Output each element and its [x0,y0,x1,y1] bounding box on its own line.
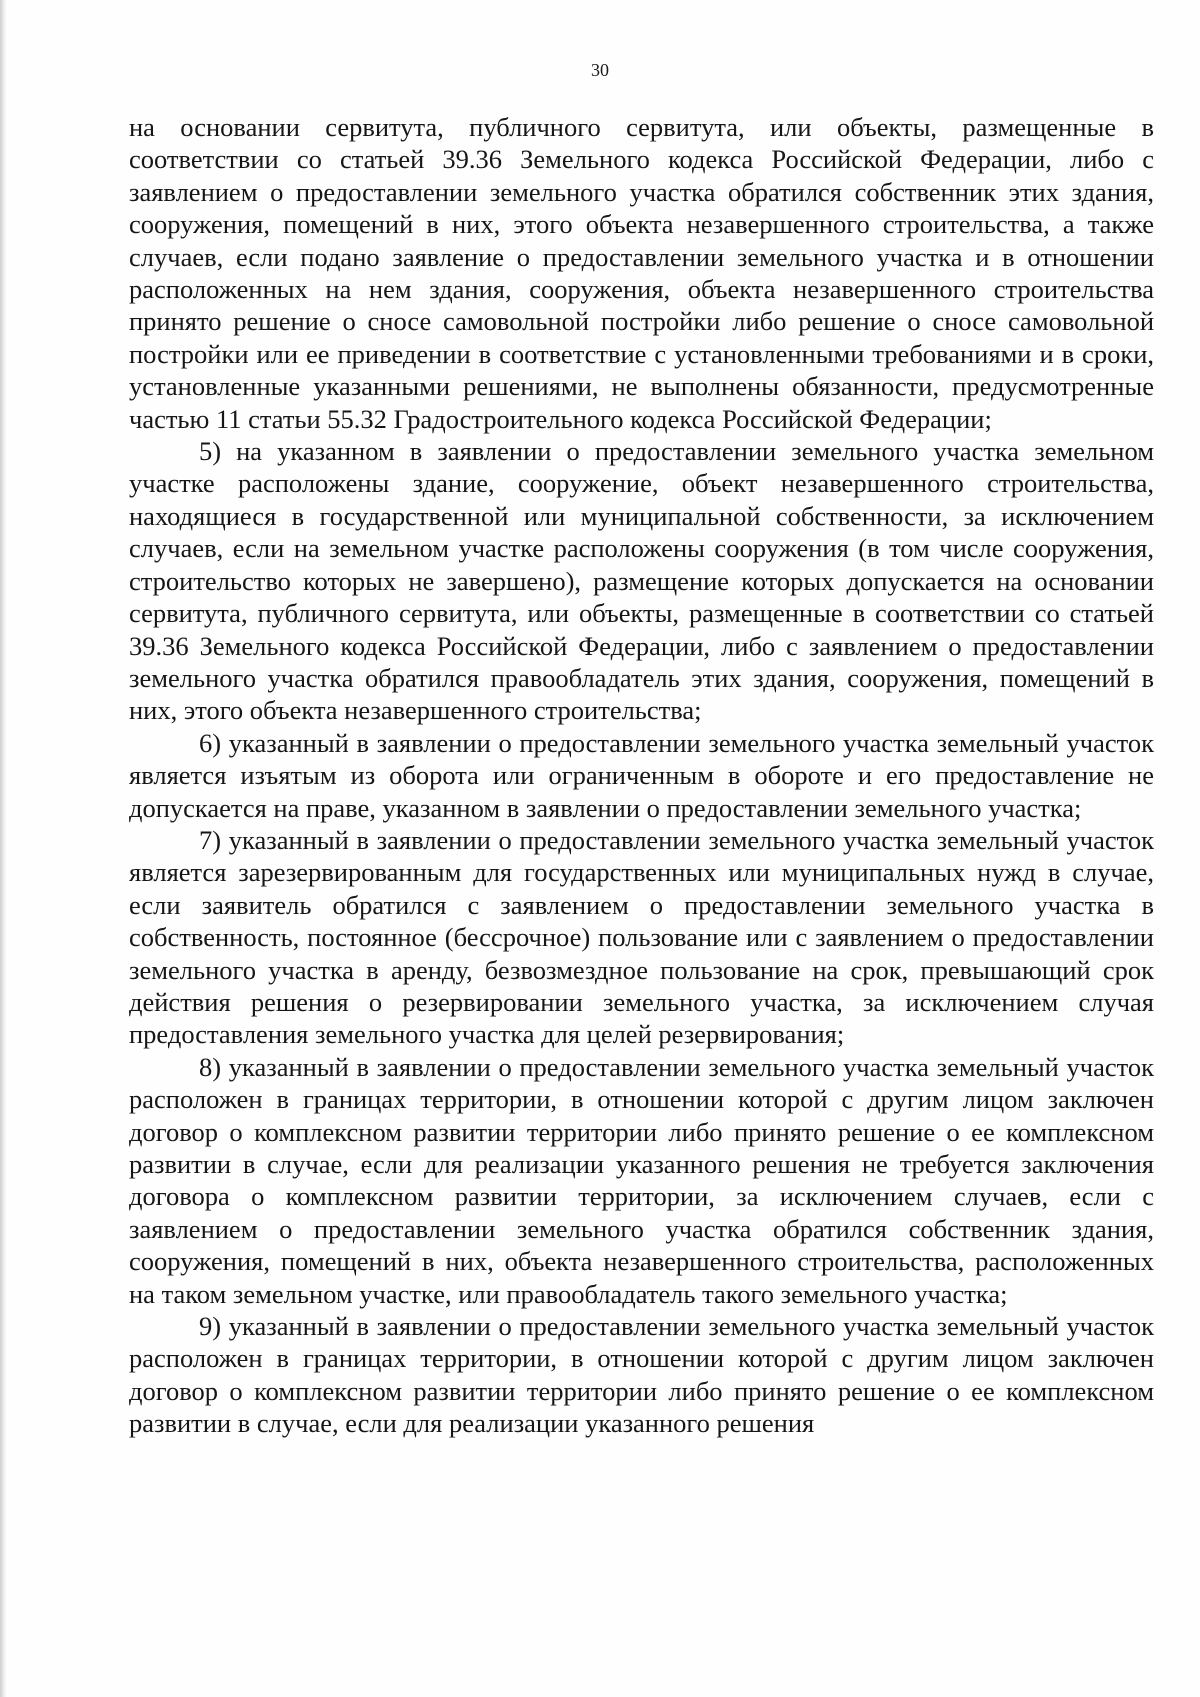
paragraph-item-7: 7) указанный в заявлении о предоставлении земельного участка земельный участок является зарезервированным для государственных или муниципальных нужд в случае, если заявитель обратился с заявлением о предоставлении земельного участка в собственность, постоянное (бессрочное) пользование или с заявлением о предоставлении земельного участка в аренду, безвозмездное пользование на срок, превышающий срок действия решения о резервировании земельного участка, за исключением случая предоставления земельного участка для целей резервирования; [129,824,1154,1050]
paragraph-item-9: 9) указанный в заявлении о предоставлении земельного участка земельный участок расположен в границах территории, в отношении которой с другим лицом заключен договор о комплексном развитии территории либо принято решение о ее комплексном развитии в случае, если для реализации указанного решения [129,1311,1154,1439]
page-number: 30 [591,60,609,80]
paragraph-item-5: 5) на указанном в заявлении о предоставлении земельного участка земельном участке расположены здание, сооружение, объект незавершенного строительства, находящиеся в государственной или муниципальной собственности, за исключением случаев, если на земельном участке расположены сооружения (в том числе сооружения, строительство которых не завершено), размещение которых допускается на основании сервитута, публичного сервитута, или объекты, размещенные в соответствии со статьей 39.36 Земельного кодекса Российской Федерации, либо с заявлением о предоставлении земельного участка обратился правообладатель этих здания, сооружения, помещений в них, этого объекта незавершенного строительства; [129,436,1154,726]
document-body [129,111,1154,1440]
paragraph-item-6: 6) указанный в заявлении о предоставлении земельного участка земельный участок является изъятым из оборота или ограниченным в обороте и его предоставление не допускается на праве, указанном в заявлении о предоставлении земельного участка; [129,727,1154,823]
paragraph-continuation: на основании сервитута, публичного сервитута, или объекты, размещенные в соответствии со статьей 39.36 Земельного кодекса Российской Федерации, либо с заявлением о предоставлении земельного участка обратился собственник этих здания, сооружения, помещений в них, этого объекта незавершенного строительства, а также случаев, если подано заявление о предоставлении земельного участка и в отношении расположенных на нем здания, сооружения, объекта незавершенного строительства принято решение о сносе самовольной постройки либо решение о сносе самовольной постройки или ее приведении в соответствие с установленными требованиями и в сроки, установленные указанными решениями, не выполнены обязанности, предусмотренные частью 11 статьи 55.32 Градостроительного кодекса Российской Федерации; [129,112,1154,434]
paragraph-item-8: 8) указанный в заявлении о предоставлении земельного участка земельный участок расположен в границах территории, в отношении которой с другим лицом заключен договор о комплексном развитии территории либо принято решение о ее комплексном развитии в случае, если для реализации указанного решения не требуется заключения договора о комплексном развитии территории, за исключением случаев, если с заявлением о предоставлении земельного участка обратился собственник здания, сооружения, помещений в них, объекта незавершенного строительства, расположенных на таком земельном участке, или правообладатель такого земельного участка; [129,1051,1154,1309]
scan-edge-shadow [0,0,7,1697]
